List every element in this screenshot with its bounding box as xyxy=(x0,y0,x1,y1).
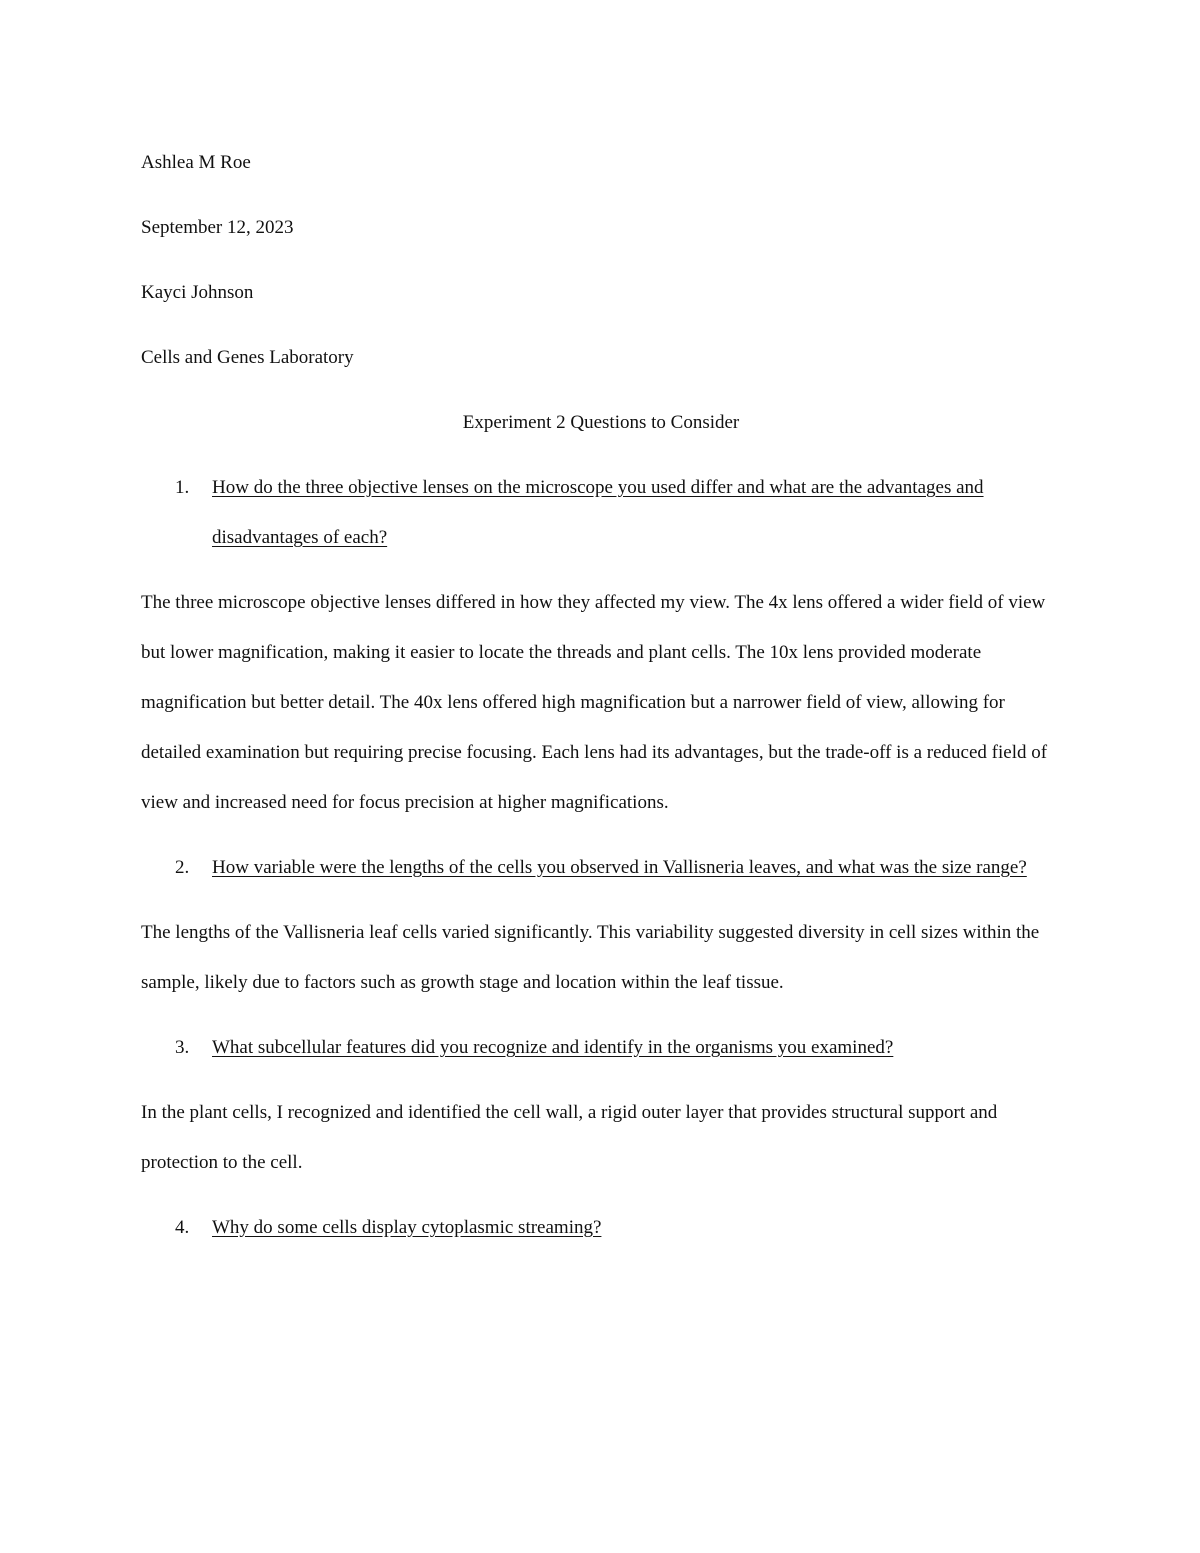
course-name: Cells and Genes Laboratory xyxy=(141,347,354,368)
student-name: Ashlea M Roe xyxy=(141,152,251,173)
question-3 xyxy=(141,1023,1061,1073)
question-text: Why do some cells display cytoplasmic streaming? xyxy=(212,1217,602,1238)
question-number: 1. xyxy=(175,477,190,498)
answer-2: The lengths of the Vallisneria leaf cells varied significantly. This variability suggested diversity in cell sizes within the sample, likely due to factors such as growth stage and location within the leaf tissue. xyxy=(141,922,1040,993)
question-text: What subcellular features did you recognize and identify in the organisms you examined? xyxy=(212,1037,894,1058)
answer-1: The three microscope objective lenses differed in how they affected my view. The 4x lens offered a wider field of view but lower magnification, making it easier to locate the threads and plant cells. The 10x lens provided moderate magnification but better detail. The 40x lens offered high magnification but a narrower field of view, allowing for detailed examination but requiring precise focusing. Each lens had its advantages, but the trade-off is a reduced field of view and increased need for focus precision at higher magnifications. xyxy=(141,592,1048,813)
question-2 xyxy=(141,843,1061,893)
document-body xyxy=(141,138,1061,1268)
question-4 xyxy=(141,1203,1061,1253)
question-number: 2. xyxy=(175,857,190,878)
question-number: 4. xyxy=(175,1217,190,1238)
question-number: 3. xyxy=(175,1037,190,1058)
answer-3: In the plant cells, I recognized and identified the cell wall, a rigid outer layer that provides structural support and protection to the cell. xyxy=(141,1102,998,1173)
document-title: Experiment 2 Questions to Consider xyxy=(462,412,740,433)
date: September 12, 2023 xyxy=(141,217,294,238)
instructor-name: Kayci Johnson xyxy=(141,282,254,303)
question-1 xyxy=(141,463,1061,563)
question-text: How variable were the lengths of the cells you observed in Vallisneria leaves, and what was the size range? xyxy=(212,857,1027,878)
question-text: How do the three objective lenses on the microscope you used differ and what are the advantages and disadvantages of each? xyxy=(212,477,984,548)
